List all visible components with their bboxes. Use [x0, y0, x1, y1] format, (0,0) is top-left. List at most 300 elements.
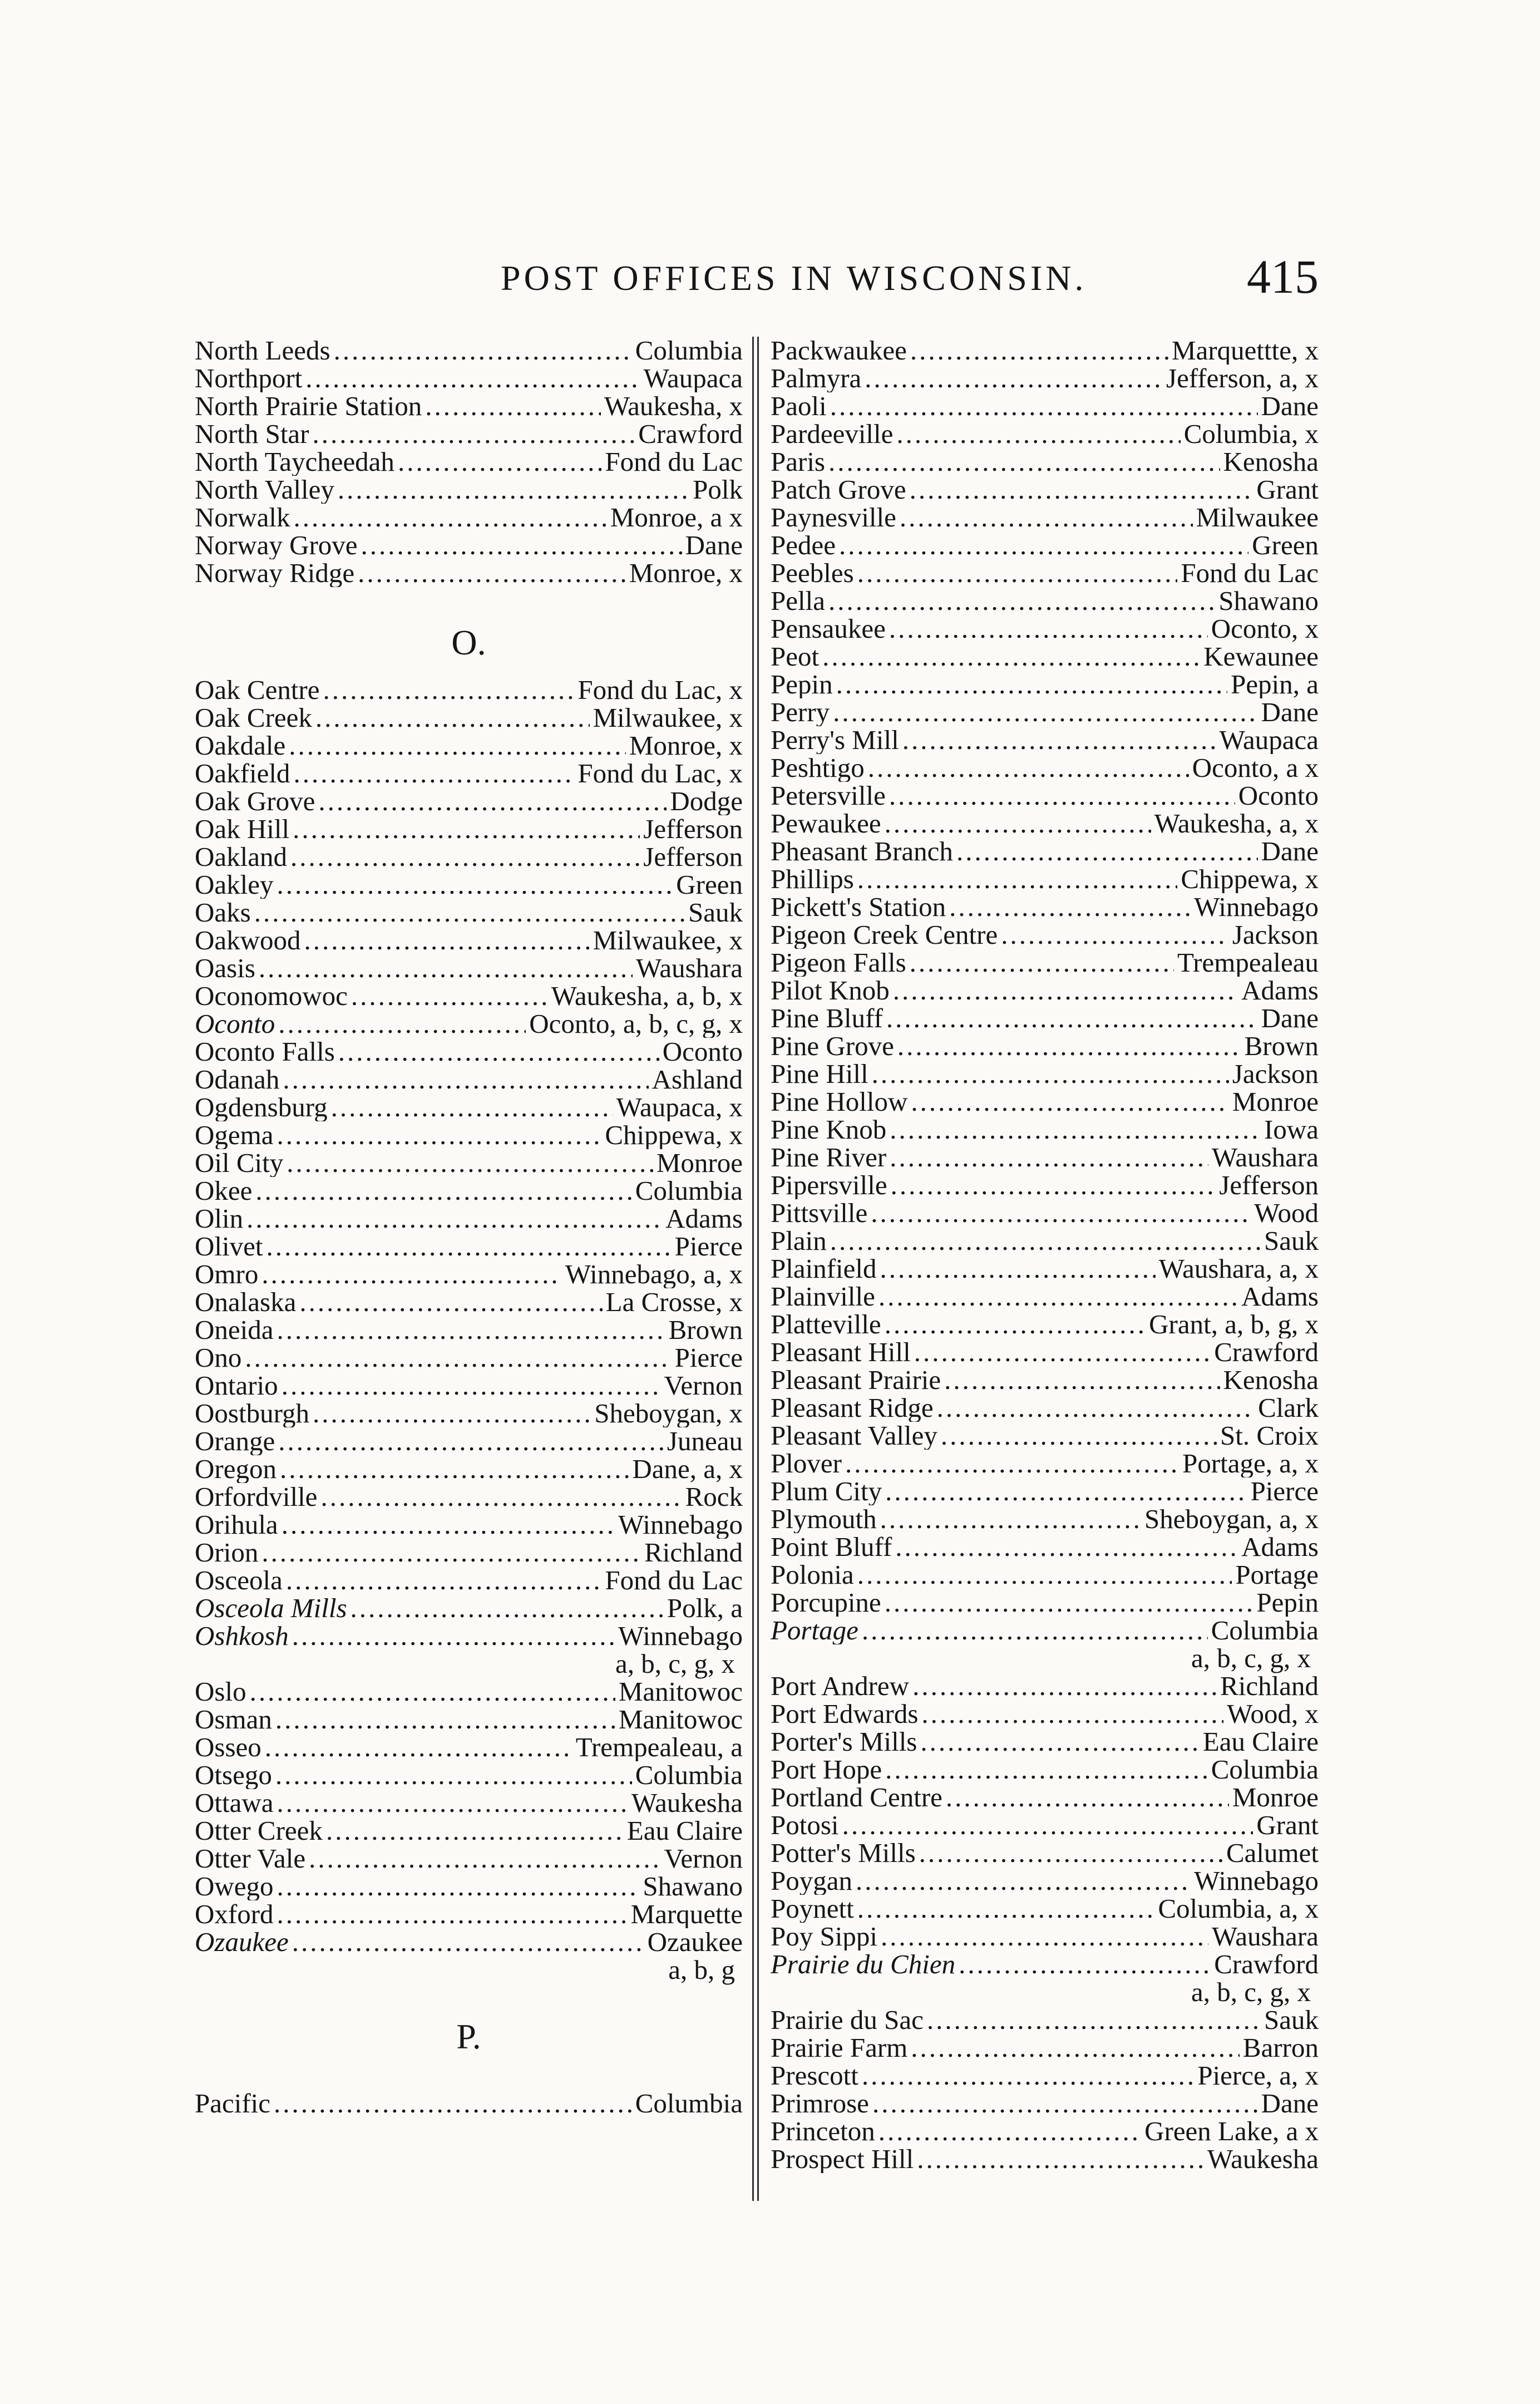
dot-leader [313, 1400, 591, 1427]
county-name: Dane [1261, 698, 1319, 726]
office-name: Orange [195, 1427, 275, 1455]
dot-leader [351, 982, 548, 1010]
dot-leader [857, 1895, 1155, 1923]
dot-leader [857, 865, 1178, 893]
office-name: Paris [771, 448, 825, 476]
office-name: North Star [195, 420, 309, 448]
county-name: Monroe, a x [610, 504, 743, 531]
post-office-entry [771, 2006, 1319, 2034]
post-office-entry [195, 504, 743, 531]
office-name: Orihula [195, 1511, 278, 1539]
dot-leader [261, 1260, 562, 1288]
dot-leader [398, 448, 601, 476]
office-name: Ozaukee [195, 1928, 289, 1956]
dot-leader [280, 1455, 629, 1483]
office-name: Pipersville [771, 1171, 887, 1199]
county-name: Winnebago [1194, 893, 1319, 921]
dot-leader [889, 615, 1208, 643]
post-office-entry [195, 1539, 743, 1566]
office-name: Oxford [195, 1900, 274, 1928]
office-name: Orfordville [195, 1483, 318, 1511]
dot-leader [836, 671, 1228, 698]
dot-leader [305, 364, 640, 392]
dot-leader [912, 1672, 1217, 1700]
county-name: Sheboygan, x [594, 1400, 743, 1427]
dot-leader [320, 1483, 682, 1511]
county-name: Green Lake, a x [1144, 2117, 1319, 2145]
post-office-entry [195, 531, 743, 559]
county-name: Fond du Lac, x [578, 760, 743, 787]
county-name: Pierce, a, x [1197, 2062, 1319, 2090]
county-name: Crawford [1214, 1950, 1319, 1978]
office-name: Poy Sippi [771, 1923, 877, 1950]
county-name: Columbia [635, 2090, 743, 2117]
dot-leader [946, 1784, 1229, 1811]
post-office-entry [195, 364, 743, 392]
county-name: Clark [1258, 1394, 1319, 1422]
office-name: Peot [771, 643, 820, 671]
dot-leader [885, 1589, 1253, 1617]
office-name: Perry's Mill [771, 726, 899, 754]
post-office-entry [771, 1784, 1319, 1811]
office-name: Otsego [195, 1761, 272, 1789]
county-name: Crawford [638, 420, 743, 448]
county-name: Winnebago [618, 1622, 743, 1650]
dot-leader [246, 1205, 662, 1233]
county-name: Columbia, x [1183, 420, 1319, 448]
dot-leader [872, 2090, 1258, 2117]
office-name: Osceola [195, 1566, 283, 1594]
post-office-entry [195, 1761, 743, 1789]
o-entries-list [195, 676, 743, 1984]
office-name: Plainville [771, 1283, 875, 1311]
office-name: Oakley [195, 871, 274, 899]
office-name: North Taycheedah [195, 448, 394, 476]
county-name: Waukesha, a, b, x [551, 982, 743, 1010]
office-name: Plum City [771, 1477, 882, 1505]
dot-leader [351, 1594, 664, 1622]
post-office-entry [195, 871, 743, 899]
right-entries-list [771, 337, 1319, 2173]
post-office-entry [771, 1004, 1319, 1032]
office-name: Packwaukee [771, 337, 907, 364]
county-name: Grant [1256, 1811, 1319, 1839]
post-office-entry [771, 1116, 1319, 1144]
dot-leader [880, 1255, 1156, 1283]
office-name: Oakfield [195, 760, 290, 787]
county-name: Waukesha, x [604, 392, 743, 420]
post-office-entry [195, 559, 743, 587]
post-office-entry [771, 1422, 1319, 1450]
office-name: Point Bluff [771, 1533, 892, 1561]
county-name: Waupaca [643, 364, 743, 392]
post-office-entry [195, 843, 743, 871]
office-name: Peebles [771, 559, 854, 587]
dot-leader [911, 2034, 1240, 2062]
office-name: Polonia [771, 1561, 854, 1589]
office-name: Oshkosh [195, 1622, 289, 1650]
county-name: Chippewa, x [1181, 865, 1319, 893]
county-name: Crawford [1214, 1338, 1319, 1366]
county-name: Columbia [635, 1761, 743, 1789]
post-office-entry [771, 1728, 1319, 1756]
county-name: Winnebago, a, x [565, 1260, 743, 1288]
post-office-entry [771, 392, 1319, 420]
office-name: Perry [771, 698, 830, 726]
office-name: Pleasant Prairie [771, 1366, 941, 1394]
post-office-entry [771, 893, 1319, 921]
dot-leader [277, 1316, 665, 1344]
post-office-entry [771, 1171, 1319, 1199]
county-name: Dane [685, 531, 743, 559]
post-office-entry [771, 2117, 1319, 2145]
post-office-entry [771, 1394, 1319, 1422]
post-office-entry [195, 676, 743, 704]
section-heading-o: O. [451, 623, 486, 662]
office-name: Pedee [771, 531, 836, 559]
county-name: Vernon [664, 1845, 743, 1873]
office-name: Poynett [771, 1895, 854, 1923]
dot-leader [830, 392, 1258, 420]
post-office-entry [771, 865, 1319, 893]
county-name: Polk [693, 476, 743, 504]
post-office-entry [771, 615, 1319, 643]
office-name: Pigeon Falls [771, 949, 906, 977]
office-name: Prospect Hill [771, 2145, 914, 2173]
dot-leader [902, 726, 1216, 754]
post-office-entry [771, 1811, 1319, 1839]
office-name: Paynesville [771, 504, 896, 531]
county-name: Waupaca [1219, 726, 1319, 754]
post-office-entry [195, 1455, 743, 1483]
post-office-entry [195, 1149, 743, 1177]
post-office-entry [771, 726, 1319, 754]
dot-leader [277, 871, 673, 899]
dot-leader [839, 531, 1248, 559]
office-name: Plover [771, 1450, 842, 1477]
dot-leader [358, 559, 626, 587]
county-name: Kenosha [1223, 1366, 1319, 1394]
dot-leader [289, 732, 626, 760]
county-name: Jefferson [1219, 1171, 1319, 1199]
office-name: Platteville [771, 1311, 881, 1338]
dot-leader [917, 2145, 1204, 2173]
post-office-entry [771, 2034, 1319, 2062]
county-name: Jefferson [643, 815, 743, 843]
dot-leader [338, 1038, 659, 1066]
county-name: Kenosha [1223, 448, 1319, 476]
office-name: North Prairie Station [195, 392, 422, 420]
office-name: Pleasant Ridge [771, 1394, 934, 1422]
post-office-entry [195, 1483, 743, 1511]
dot-leader [921, 1700, 1223, 1728]
dot-leader [338, 476, 689, 504]
post-office-entry [771, 810, 1319, 838]
post-office-entry [771, 1533, 1319, 1561]
county-name: Juneau [667, 1427, 743, 1455]
office-name: Prairie Farm [771, 2034, 908, 2062]
dot-leader [890, 1144, 1208, 1171]
post-office-entry [195, 732, 743, 760]
post-office-entry [771, 698, 1319, 726]
county-name: Wood, x [1227, 1700, 1319, 1728]
dot-leader [290, 843, 640, 871]
county-name: Oconto, x [1211, 615, 1319, 643]
dot-leader [871, 1199, 1251, 1227]
p-entries-list [195, 2090, 743, 2117]
post-office-entry [771, 1255, 1319, 1283]
post-office-entry [771, 587, 1319, 615]
post-office-entry [195, 954, 743, 982]
office-name: Oak Creek [195, 704, 312, 732]
county-name: Columbia [635, 337, 743, 364]
dot-leader [293, 504, 606, 531]
dot-leader [318, 787, 667, 815]
dot-leader [872, 1060, 1229, 1088]
office-name: Otter Creek [195, 1817, 323, 1845]
dot-leader [822, 643, 1200, 671]
dot-leader [896, 420, 1180, 448]
dot-leader [259, 954, 633, 982]
service-codes-continuation: a, b, c, g, x [615, 1648, 735, 1679]
county-name: Wood [1254, 1199, 1319, 1227]
n-entries-list [195, 337, 743, 587]
county-name: Adams [1241, 1283, 1319, 1311]
office-name: Oakland [195, 843, 287, 871]
dot-leader [313, 420, 635, 448]
dot-leader [309, 1845, 660, 1873]
county-name: Milwaukee [1196, 504, 1319, 531]
post-office-entry [771, 2090, 1319, 2117]
post-office-entry [195, 1817, 743, 1845]
post-office-entry [195, 1789, 743, 1817]
post-office-entry [771, 1144, 1319, 1171]
county-name: Waushara [636, 954, 743, 982]
dot-leader [261, 1539, 641, 1566]
county-name: Winnebago [618, 1511, 743, 1539]
office-name: Norway Grove [195, 531, 358, 559]
dot-leader [282, 1511, 615, 1539]
county-name: Pierce [1250, 1477, 1319, 1505]
county-name: Dane [1261, 838, 1319, 865]
dot-leader [299, 1288, 602, 1316]
office-name: Pheasant Branch [771, 838, 953, 865]
dot-leader [885, 810, 1151, 838]
post-office-entry [195, 982, 743, 1010]
office-name: Odanah [195, 1066, 280, 1093]
county-name: St. Croix [1220, 1422, 1319, 1450]
dot-leader [893, 977, 1238, 1004]
post-office-entry [195, 1344, 743, 1372]
post-office-entry [195, 392, 743, 420]
office-name: Pine Grove [771, 1032, 894, 1060]
post-office-entry [771, 504, 1319, 531]
post-office-entry [771, 671, 1319, 698]
county-name: Waukesha, a, x [1154, 810, 1319, 838]
county-name: Pepin, a [1231, 671, 1319, 698]
county-name: Jefferson [643, 843, 743, 871]
dot-leader [881, 1923, 1208, 1950]
post-office-entry [195, 448, 743, 476]
county-name: Fond du Lac [1181, 559, 1319, 587]
office-name: Plainfield [771, 1255, 877, 1283]
dot-leader [885, 1477, 1247, 1505]
post-office-entry [771, 1311, 1319, 1338]
dot-leader [277, 1121, 602, 1149]
post-office-entry [195, 815, 743, 843]
office-name: Otter Vale [195, 1845, 306, 1873]
dot-leader [278, 1010, 526, 1038]
county-name: Trempealeau, a [575, 1733, 743, 1761]
county-name: Marquette [630, 1900, 743, 1928]
county-name: Fond du Lac [605, 448, 743, 476]
dot-leader [868, 754, 1189, 782]
county-name: Jefferson, a, x [1166, 364, 1319, 392]
office-name: Oak Hill [195, 815, 290, 843]
post-office-entry [195, 1316, 743, 1344]
dot-leader [265, 1733, 572, 1761]
office-name: Portage [771, 1617, 858, 1644]
post-office-entry [195, 787, 743, 815]
post-office-entry [195, 1873, 743, 1900]
county-name: Adams [665, 1205, 743, 1233]
dot-leader [275, 1761, 632, 1789]
dot-leader [283, 1066, 648, 1093]
office-name: Pine Hill [771, 1060, 868, 1088]
post-office-entry [195, 1928, 743, 1956]
dot-leader [910, 949, 1174, 977]
office-name: Oconomowoc [195, 982, 348, 1010]
county-name: Monroe [1232, 1784, 1319, 1811]
post-office-entry [771, 782, 1319, 810]
dot-leader [277, 1789, 628, 1817]
left-column [195, 337, 743, 2201]
office-name: Oakwood [195, 927, 301, 954]
office-name: Ogdensburg [195, 1093, 328, 1121]
dot-leader [830, 1227, 1261, 1255]
post-office-entry [195, 1845, 743, 1873]
dot-leader [278, 1427, 664, 1455]
post-office-entry [195, 1093, 743, 1121]
county-name: Eau Claire [626, 1817, 743, 1845]
post-office-entry [771, 1895, 1319, 1923]
county-name: Shawano [1218, 587, 1319, 615]
dot-leader [910, 476, 1253, 504]
post-office-entry [195, 760, 743, 787]
county-name: Dodge [670, 787, 743, 815]
office-name: Omro [195, 1260, 259, 1288]
dot-leader [937, 1394, 1255, 1422]
county-name: Monroe [656, 1149, 743, 1177]
office-name: Peshtigo [771, 754, 865, 782]
office-name: Paoli [771, 392, 827, 420]
county-name: Columbia [1211, 1617, 1319, 1644]
dot-leader [878, 1283, 1238, 1311]
office-name: Port Hope [771, 1756, 882, 1784]
office-name: Pella [771, 587, 825, 615]
county-name: Milwaukee, x [593, 927, 743, 954]
office-name: Norway Ridge [195, 559, 355, 587]
county-name: La Crosse, x [605, 1288, 743, 1316]
dot-leader [323, 676, 575, 704]
post-office-entry [195, 337, 743, 364]
county-name: Oconto [662, 1038, 743, 1066]
county-name: Adams [1241, 1533, 1319, 1561]
post-office-entry [771, 1227, 1319, 1255]
post-office-entry [195, 1066, 743, 1093]
office-name: Oak Grove [195, 787, 315, 815]
county-name: Dane [1261, 2090, 1319, 2117]
post-office-entry [195, 1733, 743, 1761]
county-name: Marquettte, x [1172, 337, 1319, 364]
county-name: Rock [685, 1483, 743, 1511]
service-codes-continuation: a, b, c, g, x [1191, 1977, 1311, 2007]
dot-leader [334, 337, 632, 364]
county-name: Adams [1241, 977, 1319, 1004]
dot-leader [293, 760, 574, 787]
office-name: Port Edwards [771, 1700, 919, 1728]
county-name: Polk, a [667, 1594, 743, 1622]
county-name: Monroe [1232, 1088, 1319, 1116]
office-name: Ottawa [195, 1789, 274, 1817]
office-name: Potter's Mills [771, 1839, 916, 1867]
post-office-entry [771, 2145, 1319, 2173]
post-office-entry [771, 420, 1319, 448]
dot-leader [889, 782, 1235, 810]
post-office-entry [771, 949, 1319, 977]
county-name: Pepin [1256, 1589, 1319, 1617]
county-name: Waukesha [631, 1789, 743, 1817]
service-codes-continuation: a, b, g [668, 1954, 735, 1985]
office-name: Primrose [771, 2090, 869, 2117]
county-name: Sheboygan, a, x [1144, 1505, 1319, 1533]
county-name: Manitowoc [618, 1706, 743, 1733]
office-name: Orion [195, 1539, 259, 1566]
dot-leader [425, 392, 601, 420]
county-name: Dane [1261, 1004, 1319, 1032]
office-name: Oil City [195, 1149, 284, 1177]
county-name: Sauk [688, 899, 743, 927]
post-office-entry [771, 1088, 1319, 1116]
office-name: Pacific [195, 2090, 271, 2117]
county-name: Waushara [1212, 1144, 1319, 1171]
dot-leader [919, 1839, 1223, 1867]
post-office-entry [195, 1233, 743, 1260]
post-office-entry [771, 337, 1319, 364]
post-office-entry [195, 1288, 743, 1316]
post-office-entry [771, 1505, 1319, 1533]
dot-leader [254, 899, 685, 927]
dot-leader [878, 2117, 1141, 2145]
county-name: Pierce [674, 1233, 743, 1260]
post-office-entry [771, 1060, 1319, 1088]
dot-leader [292, 1622, 615, 1650]
post-office-entry [195, 1260, 743, 1288]
post-office-entry [771, 977, 1319, 1004]
county-name: Jackson [1232, 1060, 1319, 1088]
county-name: Iowa [1264, 1116, 1319, 1144]
post-office-entry [195, 1177, 743, 1205]
dot-leader [845, 1450, 1179, 1477]
post-office-entry [771, 1867, 1319, 1895]
office-name: Port Andrew [771, 1672, 910, 1700]
post-office-entry [771, 531, 1319, 559]
dot-leader [910, 337, 1168, 364]
dot-leader [255, 1177, 631, 1205]
county-name: Pierce [674, 1344, 743, 1372]
county-name: Ozaukee [647, 1928, 743, 1956]
office-name: Pine Bluff [771, 1004, 883, 1032]
